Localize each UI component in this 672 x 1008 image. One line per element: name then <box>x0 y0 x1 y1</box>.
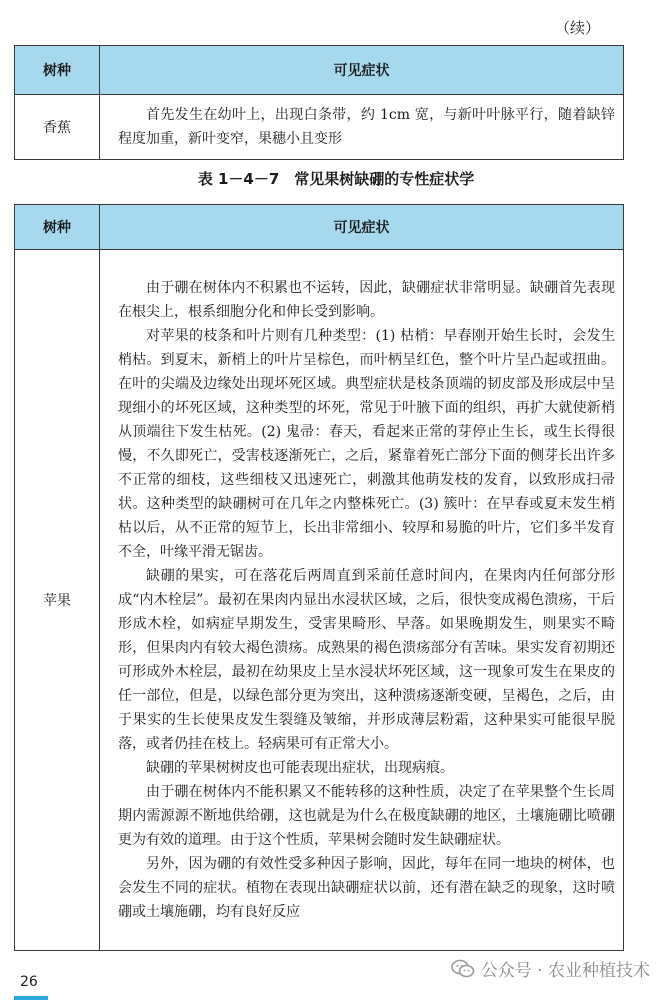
header-species: 树种 <box>15 205 100 250</box>
species-cell: 苹果 <box>15 250 100 951</box>
paragraph: 由于硼在树体内不能积累又不能转移的这种性质，决定了在苹果整个生长周期内需源源不断地供给硼，这也就是为什么在极度缺硼的地区，土壤施硼比喷硼更为有效的道理。由于这个性质，苹果树会随时发生缺硼症状。 <box>118 784 615 848</box>
table-header-row <box>15 205 624 250</box>
boron-symptom-table <box>14 204 624 951</box>
symptom-text: 首先发生在幼叶上，出现白条带，约 1cm 宽，与新叶叶脉平行，随着缺锌程度加重，新叶变窄，果穗小且变形 <box>118 107 615 147</box>
paragraph: 由于硼在树体内不积累也不运转，因此，缺硼症状非常明显。缺硼首先表现在根尖上，根系细胞分化和伸长受到影响。 <box>118 280 615 320</box>
watermark-text: 公众号 · 农业种植技术 <box>480 961 650 981</box>
watermark <box>451 956 650 981</box>
paragraph: 缺硼的果实，可在落花后两周直到采前任意时间内，在果肉内任何部分形成“内木栓层”。最初在果肉内显出水浸状区域，之后，很快变成褐色溃疡，干后形成木栓，如病症早期发生，受害果畸形、早落。如果晚期发生，则果实不畸形，但果肉内有较大褐色溃疡。成熟果的褐色溃疡部分有苦味。果实发育初期还可形成外木栓层，最初在幼果皮上呈水浸状坏死区域，这一现象可发生在果皮的任一部位，但是，以绿色部分更为突出，这种溃疡逐渐变硬，呈褐色，之后，由于果实的生长使果皮发生裂缝及皱缩，并形成薄层粉霜，这种果实可能很早脱落，或者仍挂在枝上。轻病果可有正常大小。 <box>118 568 615 752</box>
page-number: 26 <box>20 974 38 990</box>
header-symptom: 可见症状 <box>100 46 624 95</box>
header-species: 树种 <box>15 46 100 95</box>
page-number-underline <box>14 996 48 1000</box>
wechat-icon <box>451 959 475 979</box>
continued-label: （续） <box>554 19 600 37</box>
paragraph: 缺硼的苹果树树皮也可能表现出症状，出现病痕。 <box>146 760 454 776</box>
paragraph: 另外，因为硼的有效性受多种因子影响，因此，每年在同一地块的树体，也会发生不同的症状。植物在表现出缺硼症状以前，还有潜在缺乏的现象，这时喷硼或土壤施硼，均有良好反应 <box>118 856 615 920</box>
paragraph: 对苹果的枝条和叶片则有几种类型：(1) 枯梢：早春刚开始生长时，会发生梢枯。到夏末，新梢上的叶片呈棕色，而叶柄呈红色，整个叶片呈凸起或扭曲。在叶的尖端及边缘处出现坏死区域。典型症状是枝条顶端的韧皮部及形成层中呈现细小的坏死区域，这种类型的坏死，常见于叶腋下面的组织，再扩大就使新梢从顶端往下发生枯死。(2) 鬼帚：春天，看起来正常的芽停止生长，或生长得很慢，不久即死亡，受害枝逐渐死亡，之后，紧靠着死亡部分下面的侧芽长出许多不正常的细枝，这些细枝又迅速死亡，刺激其他萌发枝的发育，以致形成扫帚状。这种类型的缺硼树可在几年之内整株死亡。(3) 簇叶：在早春或夏末发生梢枯以后，从不正常的短节上，长出非常细小、较厚和易脆的叶片，它们多半发育不全，叶缘平滑无锯齿。 <box>118 328 615 560</box>
table-row <box>15 250 624 951</box>
symptom-cell <box>100 95 624 160</box>
zinc-symptom-table <box>14 45 624 160</box>
table-caption: 表 1－4－7 常见果树缺硼的专性症状学 <box>197 170 475 188</box>
table-header-row <box>15 46 624 95</box>
species-cell: 香蕉 <box>15 95 100 160</box>
table-row <box>15 95 624 160</box>
symptom-cell <box>100 250 624 951</box>
header-symptom: 可见症状 <box>100 205 624 250</box>
